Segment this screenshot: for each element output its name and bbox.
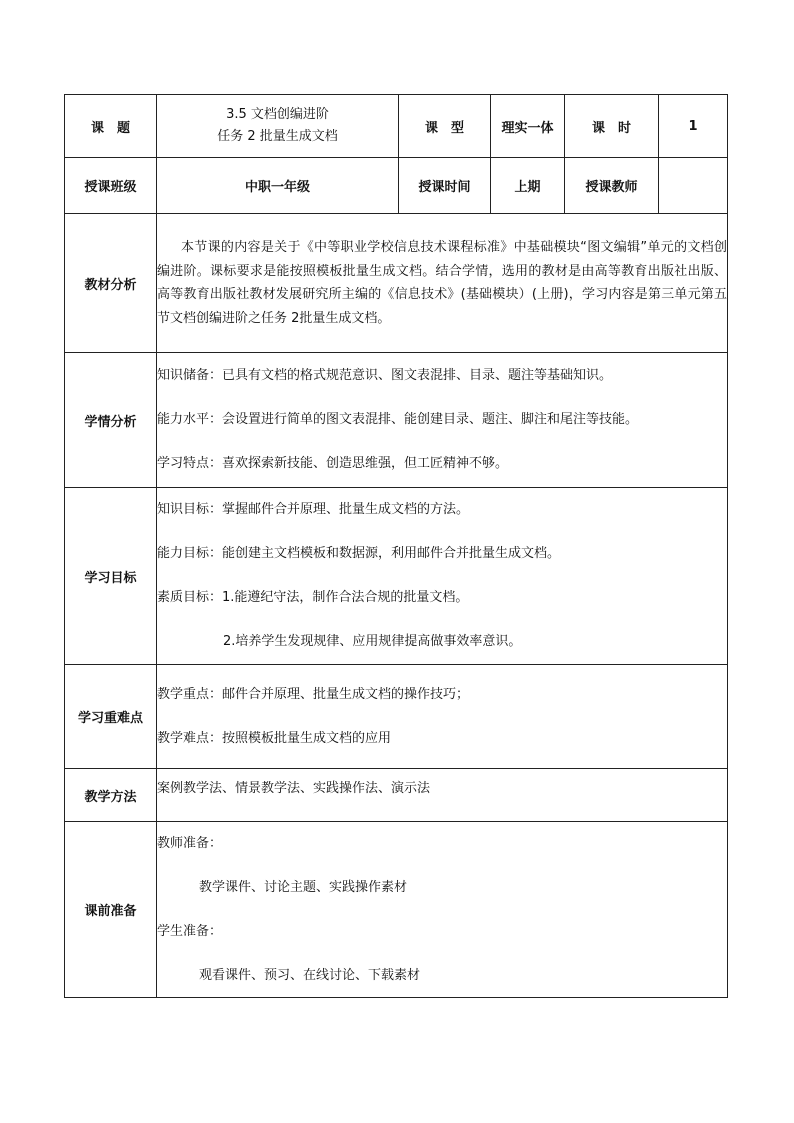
type-label: 课 型 [399, 95, 491, 158]
course-title-line2: 任务 2 批量生成文档 [217, 129, 338, 144]
methods-text: 案例教学法、情景教学法、实践操作法、演示法 [157, 781, 431, 796]
time-label: 授课时间 [399, 158, 491, 214]
material-text: 本节课的内容是关于《中等职业学校信息技术课程标准》中基础模块“图文编辑”单元的文档创编进阶。课标要求是能按照模板批量生成文档。结合学情，选用的教材是由高等教育出版社出版、高等教育出版社教材发展研究所主编的《信息技术》(基础模块）(上册)，学习内容是第三单元第五节文档创编进阶之任务 2批量生成文档。 [157, 240, 727, 326]
keypoint-difficulty: 教学难点：按照模板批量生成文档的应用 [157, 730, 392, 746]
teacher-label: 授课教师 [565, 158, 659, 214]
course-row [65, 95, 728, 158]
goals-row [65, 488, 728, 665]
goals-content [157, 488, 728, 665]
prep-student-heading: 学生准备： [157, 923, 223, 939]
methods-label: 教学方法 [65, 769, 157, 822]
course-title-cell [157, 95, 399, 158]
learner-line-traits: 学习特点：喜欢探索新技能、创造思维强，但工匠精神不够。 [157, 456, 509, 471]
learner-line-ability: 能力水平：会设置进行简单的图文表混排、能创建目录、题注、脚注和尾注等技能。 [157, 412, 639, 427]
methods-row [65, 769, 728, 822]
prep-teacher-items: 教学课件、讨论主题、实践操作素材 [199, 879, 408, 895]
prep-teacher-heading: 教师准备： [157, 835, 223, 851]
prep-content [157, 822, 728, 998]
teacher-value [659, 158, 728, 214]
course-title-line1: 3.5 文档创编进阶 [226, 107, 329, 122]
prep-label: 课前准备 [65, 822, 157, 998]
material-content [157, 214, 728, 353]
keypoint-focus: 教学重点：邮件合并原理、批量生成文档的操作技巧； [157, 686, 470, 702]
hours-value: 1 [659, 95, 728, 158]
goal-knowledge: 知识目标：掌握邮件合并原理、批量生成文档的方法。 [157, 502, 470, 517]
keypoints-content [157, 665, 728, 769]
course-label: 课 题 [65, 95, 157, 158]
material-label: 教材分析 [65, 214, 157, 353]
goal-quality-2: 2.培养学生发现规律、应用规律提高做事效率意识。 [223, 634, 522, 649]
keypoints-row [65, 665, 728, 769]
methods-content [157, 769, 728, 822]
learner-line-knowledge: 知识储备：已具有文档的格式规范意识、图文表混排、目录、题注等基础知识。 [157, 368, 613, 383]
class-row [65, 158, 728, 214]
hours-label: 课 时 [565, 95, 659, 158]
prep-student-items: 观看课件、预习、在线讨论、下载素材 [199, 967, 421, 983]
goal-quality-1: 素质目标：1.能遵纪守法，制作合法合规的批量文档。 [157, 590, 469, 605]
material-row [65, 214, 728, 353]
class-value: 中职一年级 [157, 158, 399, 214]
lesson-plan-table [64, 94, 728, 998]
keypoints-label: 学习重难点 [65, 665, 157, 769]
time-value: 上期 [491, 158, 565, 214]
learner-content [157, 353, 728, 488]
learner-row [65, 353, 728, 488]
type-value: 理实一体 [491, 95, 565, 158]
prep-row [65, 822, 728, 998]
learner-label: 学情分析 [65, 353, 157, 488]
goal-ability: 能力目标：能创建主文档模板和数据源，利用邮件合并批量生成文档。 [157, 546, 561, 561]
goals-label: 学习目标 [65, 488, 157, 665]
class-label: 授课班级 [65, 158, 157, 214]
